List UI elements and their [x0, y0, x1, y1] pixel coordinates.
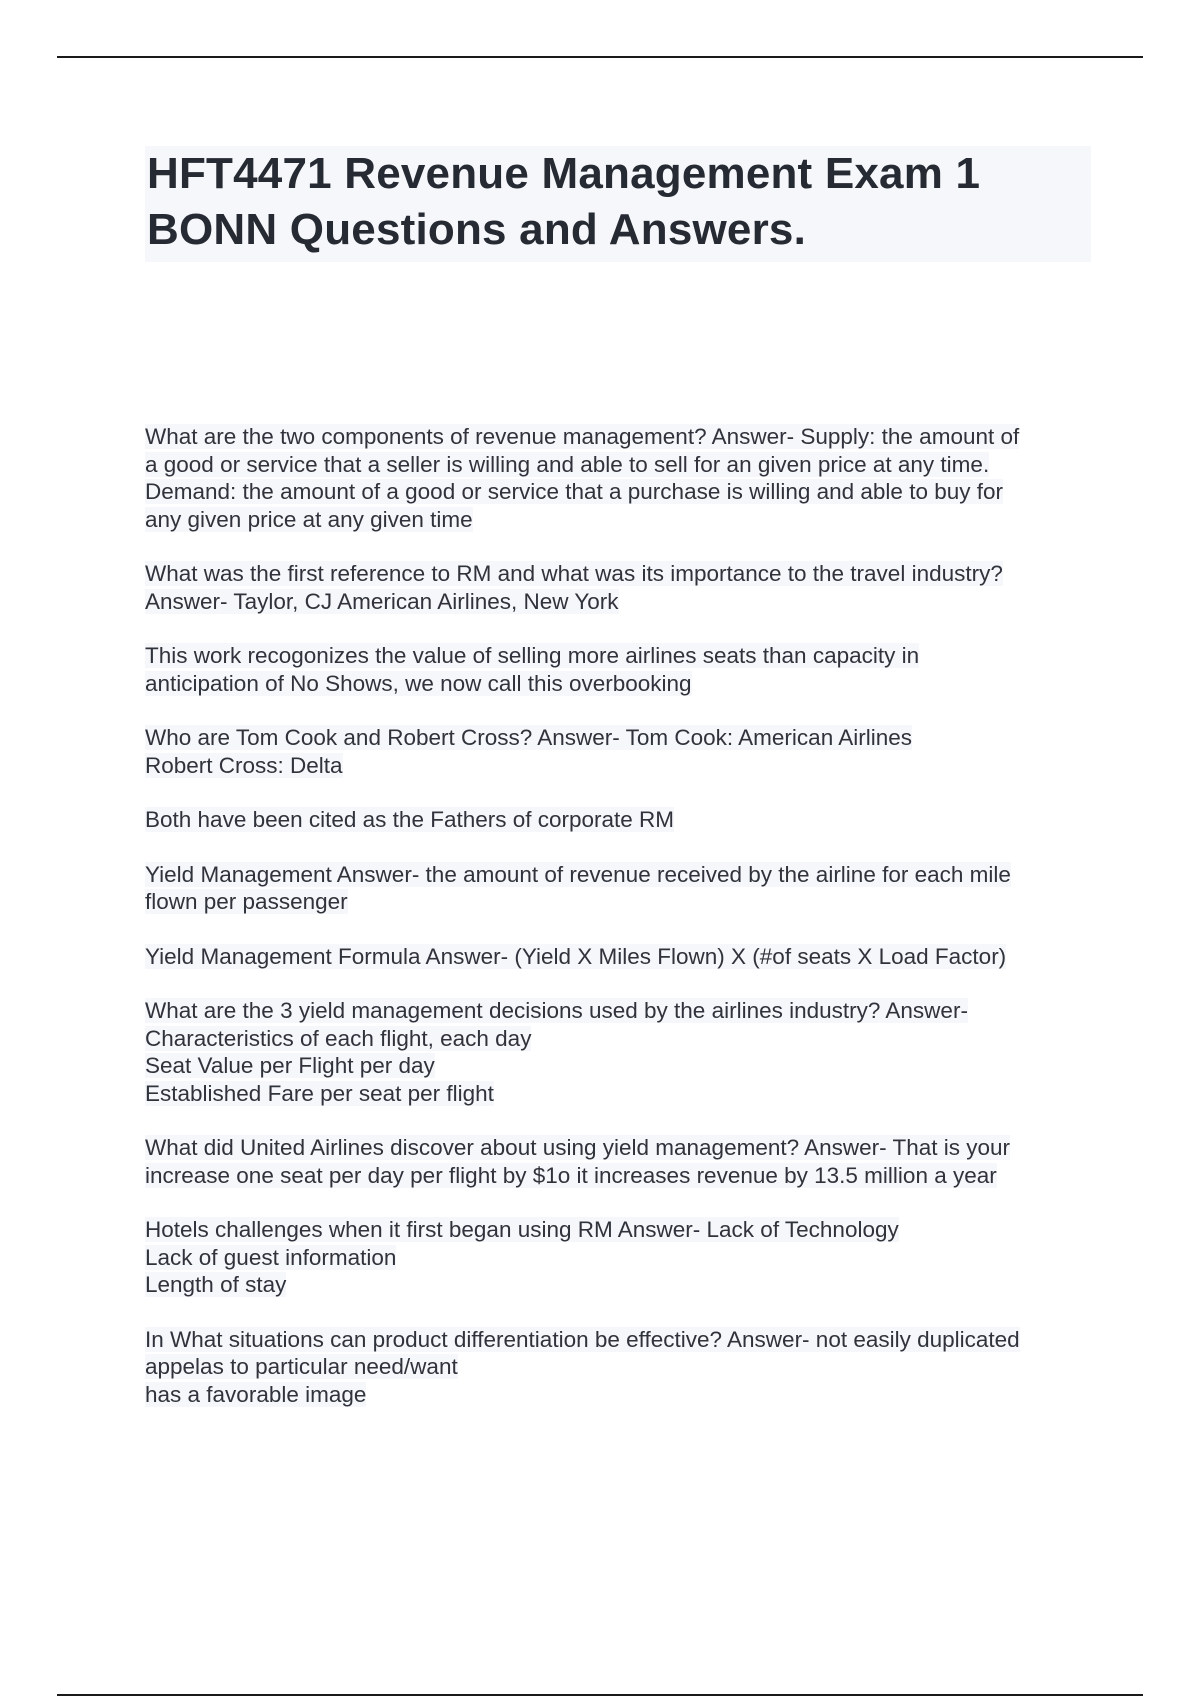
- qa-line-text: flown per passenger: [145, 889, 348, 914]
- qa-line-text: Yield Management Answer- the amount of revenue received by the airline for each mile: [145, 861, 1011, 887]
- qa-line-text: appelas to particular need/want: [145, 1354, 458, 1379]
- qa-line-text: What are the 3 yield management decisions used by the airlines industry? Answer-: [145, 998, 968, 1023]
- title-block: [145, 146, 1091, 262]
- qa-line-text: Lack of guest information: [145, 1244, 397, 1270]
- qa-line: [145, 806, 1095, 834]
- qa-line-text: Who are Tom Cook and Robert Cross? Answer- Tom Cook: American Airlines: [145, 725, 912, 750]
- qa-block: [145, 997, 1095, 1107]
- qa-block: [145, 861, 1095, 916]
- qa-line: [145, 997, 1095, 1025]
- document-title: [147, 146, 1089, 258]
- qa-line: [145, 478, 1095, 506]
- qa-line: [145, 1326, 1095, 1354]
- qa-line: [145, 451, 1095, 479]
- qa-line: [145, 1162, 1095, 1190]
- qa-block: [145, 560, 1095, 615]
- qa-line: [145, 861, 1095, 889]
- qa-line-text: Established Fare per seat per flight: [145, 1080, 494, 1106]
- qa-block: [145, 943, 1095, 971]
- qa-block: [145, 642, 1095, 697]
- qa-line-text: What was the first reference to RM and what was its importance to the travel industry?: [145, 561, 1003, 586]
- qa-line: [145, 670, 1095, 698]
- qa-line: [145, 588, 1095, 616]
- qa-line: [145, 1244, 1095, 1272]
- qa-line-text: Characteristics of each flight, each day: [145, 1025, 532, 1051]
- qa-line: [145, 1025, 1095, 1053]
- qa-line: [145, 642, 1095, 670]
- qa-line-text: Length of stay: [145, 1272, 287, 1297]
- bottom-rule: [57, 1694, 1143, 1696]
- qa-line: [145, 1080, 1095, 1108]
- qa-line-text: What are the two components of revenue management? Answer- Supply: the amount of: [145, 424, 1020, 449]
- qa-line-text: Both have been cited as the Fathers of corporate RM: [145, 807, 675, 832]
- qa-line: [145, 560, 1095, 588]
- qa-line-text: Demand: the amount of a good or service that a purchase is willing and able to buy for: [145, 479, 1003, 504]
- qa-line-text: a good or service that a seller is willing and able to sell for an given price at any time.: [145, 451, 990, 477]
- qa-list: [145, 423, 1095, 1435]
- qa-line-text: What did United Airlines discover about using yield management? Answer- That is your: [145, 1135, 1011, 1160]
- top-rule: [57, 56, 1143, 58]
- qa-line-text: increase one seat per day per flight by $1o it increases revenue by 13.5 million a year: [145, 1162, 997, 1188]
- qa-line-text: any given price at any given time: [145, 506, 473, 532]
- qa-block: [145, 423, 1095, 533]
- qa-line: [145, 423, 1095, 451]
- qa-line-text: has a favorable image: [145, 1381, 367, 1407]
- title-line: HFT4471 Revenue Management Exam 1: [147, 149, 981, 198]
- qa-line-text: Robert Cross: Delta: [145, 752, 343, 778]
- qa-block: [145, 1134, 1095, 1189]
- qa-line-text: Hotels challenges when it first began using RM Answer- Lack of Technology: [145, 1217, 899, 1242]
- qa-line-text: Answer- Taylor, CJ American Airlines, New York: [145, 588, 619, 614]
- qa-line: [145, 506, 1095, 534]
- qa-line: [145, 943, 1095, 971]
- title-line: BONN Questions and Answers.: [147, 205, 806, 254]
- qa-block: [145, 1216, 1095, 1299]
- qa-line: [145, 724, 1095, 752]
- qa-line: [145, 888, 1095, 916]
- qa-line: [145, 752, 1095, 780]
- qa-line: [145, 1052, 1095, 1080]
- qa-line: [145, 1271, 1095, 1299]
- qa-line-text: Yield Management Formula Answer- (Yield X Miles Flown) X (#of seats X Load Factor): [145, 943, 1007, 969]
- qa-line: [145, 1353, 1095, 1381]
- qa-line: [145, 1134, 1095, 1162]
- qa-line-text: In What situations can product differentiation be effective? Answer- not easily duplicated: [145, 1326, 1020, 1352]
- qa-line-text: Seat Value per Flight per day: [145, 1053, 435, 1078]
- qa-block: [145, 724, 1095, 779]
- qa-line: [145, 1216, 1095, 1244]
- qa-line: [145, 1381, 1095, 1409]
- qa-block: [145, 1326, 1095, 1409]
- qa-block: [145, 806, 1095, 834]
- qa-line-text: anticipation of No Shows, we now call this overbooking: [145, 670, 692, 696]
- qa-line-text: This work recogonizes the value of selling more airlines seats than capacity in: [145, 643, 920, 668]
